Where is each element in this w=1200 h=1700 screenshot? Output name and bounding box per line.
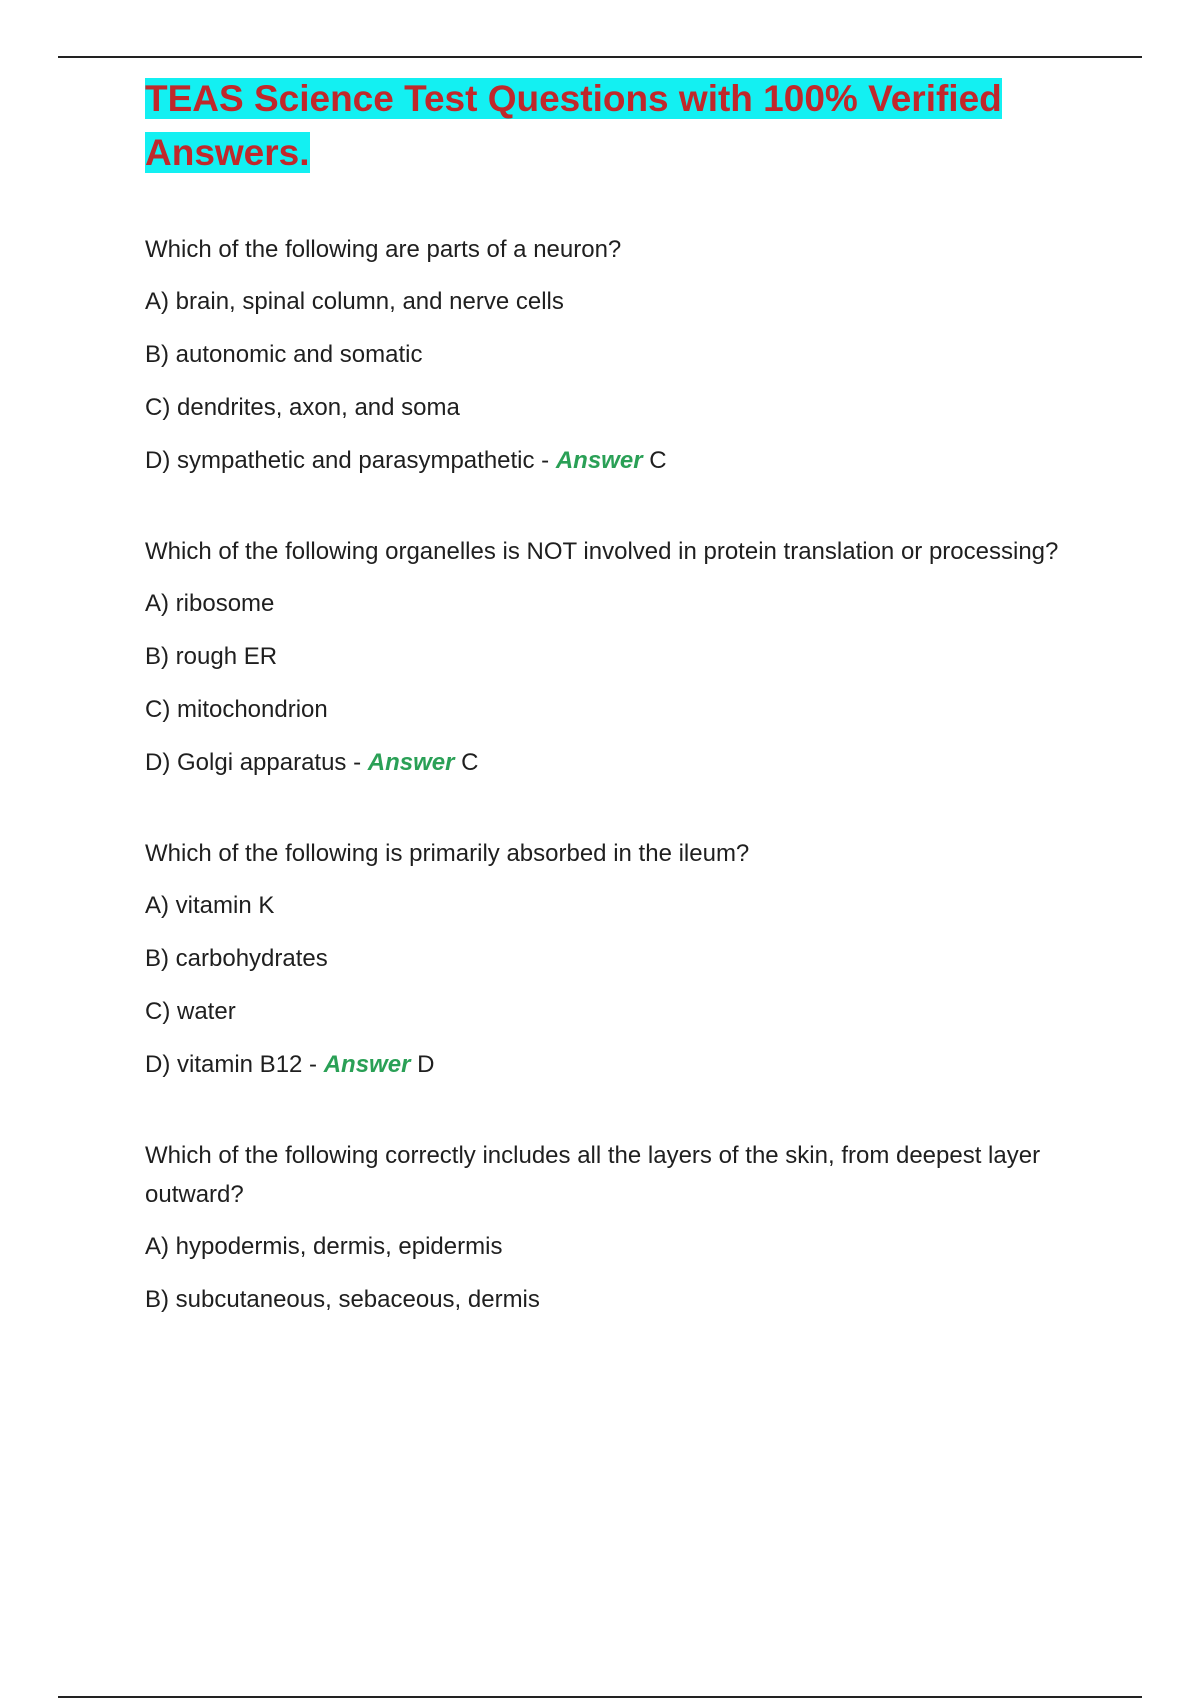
answer-value: D <box>410 1051 435 1078</box>
option-c: C) mitochondrion <box>145 696 328 723</box>
answer-label: Answer <box>555 447 643 474</box>
question-text: Which of the following correctly includes all the layers of the skin, from deepest layer outward? <box>145 1142 1041 1208</box>
question-block-3 <box>145 834 1105 1084</box>
option-a: A) ribosome <box>145 590 275 617</box>
page-bottom-rule <box>58 1696 1142 1698</box>
document-title <box>145 72 1025 180</box>
question-block-2 <box>145 532 1105 782</box>
answer-value: C <box>642 447 667 474</box>
document-body <box>145 72 1105 1333</box>
option-a: A) brain, spinal column, and nerve cells <box>145 288 564 315</box>
option-d-with-answer <box>145 441 1105 480</box>
option-b: B) autonomic and somatic <box>145 341 423 368</box>
question-text: Which of the following organelles is NOT involved in protein translation or processing? <box>145 538 1059 565</box>
question-text: Which of the following are parts of a neuron? <box>145 236 622 263</box>
option-d-with-answer <box>145 743 1105 782</box>
option-a: A) vitamin K <box>145 892 275 919</box>
question-block-4 <box>145 1136 1105 1319</box>
option-b: B) carbohydrates <box>145 945 328 972</box>
document-title-text: TEAS Science Test Questions with 100% Verified Answers. <box>145 78 1002 173</box>
answer-value: C <box>454 749 479 776</box>
answer-label: Answer <box>367 749 455 776</box>
question-text: Which of the following is primarily absorbed in the ileum? <box>145 840 750 867</box>
option-d: D) vitamin B12 - <box>145 1051 324 1078</box>
option-a: A) hypodermis, dermis, epidermis <box>145 1233 503 1260</box>
option-d: D) sympathetic and parasympathetic - <box>145 447 556 474</box>
answer-label: Answer <box>323 1051 411 1078</box>
option-c: C) water <box>145 998 236 1025</box>
option-b: B) rough ER <box>145 643 278 670</box>
page-top-rule <box>58 56 1142 58</box>
option-d: D) Golgi apparatus - <box>145 749 368 776</box>
option-c: C) dendrites, axon, and soma <box>145 394 460 421</box>
option-d-with-answer <box>145 1045 1105 1084</box>
option-b: B) subcutaneous, sebaceous, dermis <box>145 1286 540 1313</box>
question-block-1 <box>145 230 1105 480</box>
